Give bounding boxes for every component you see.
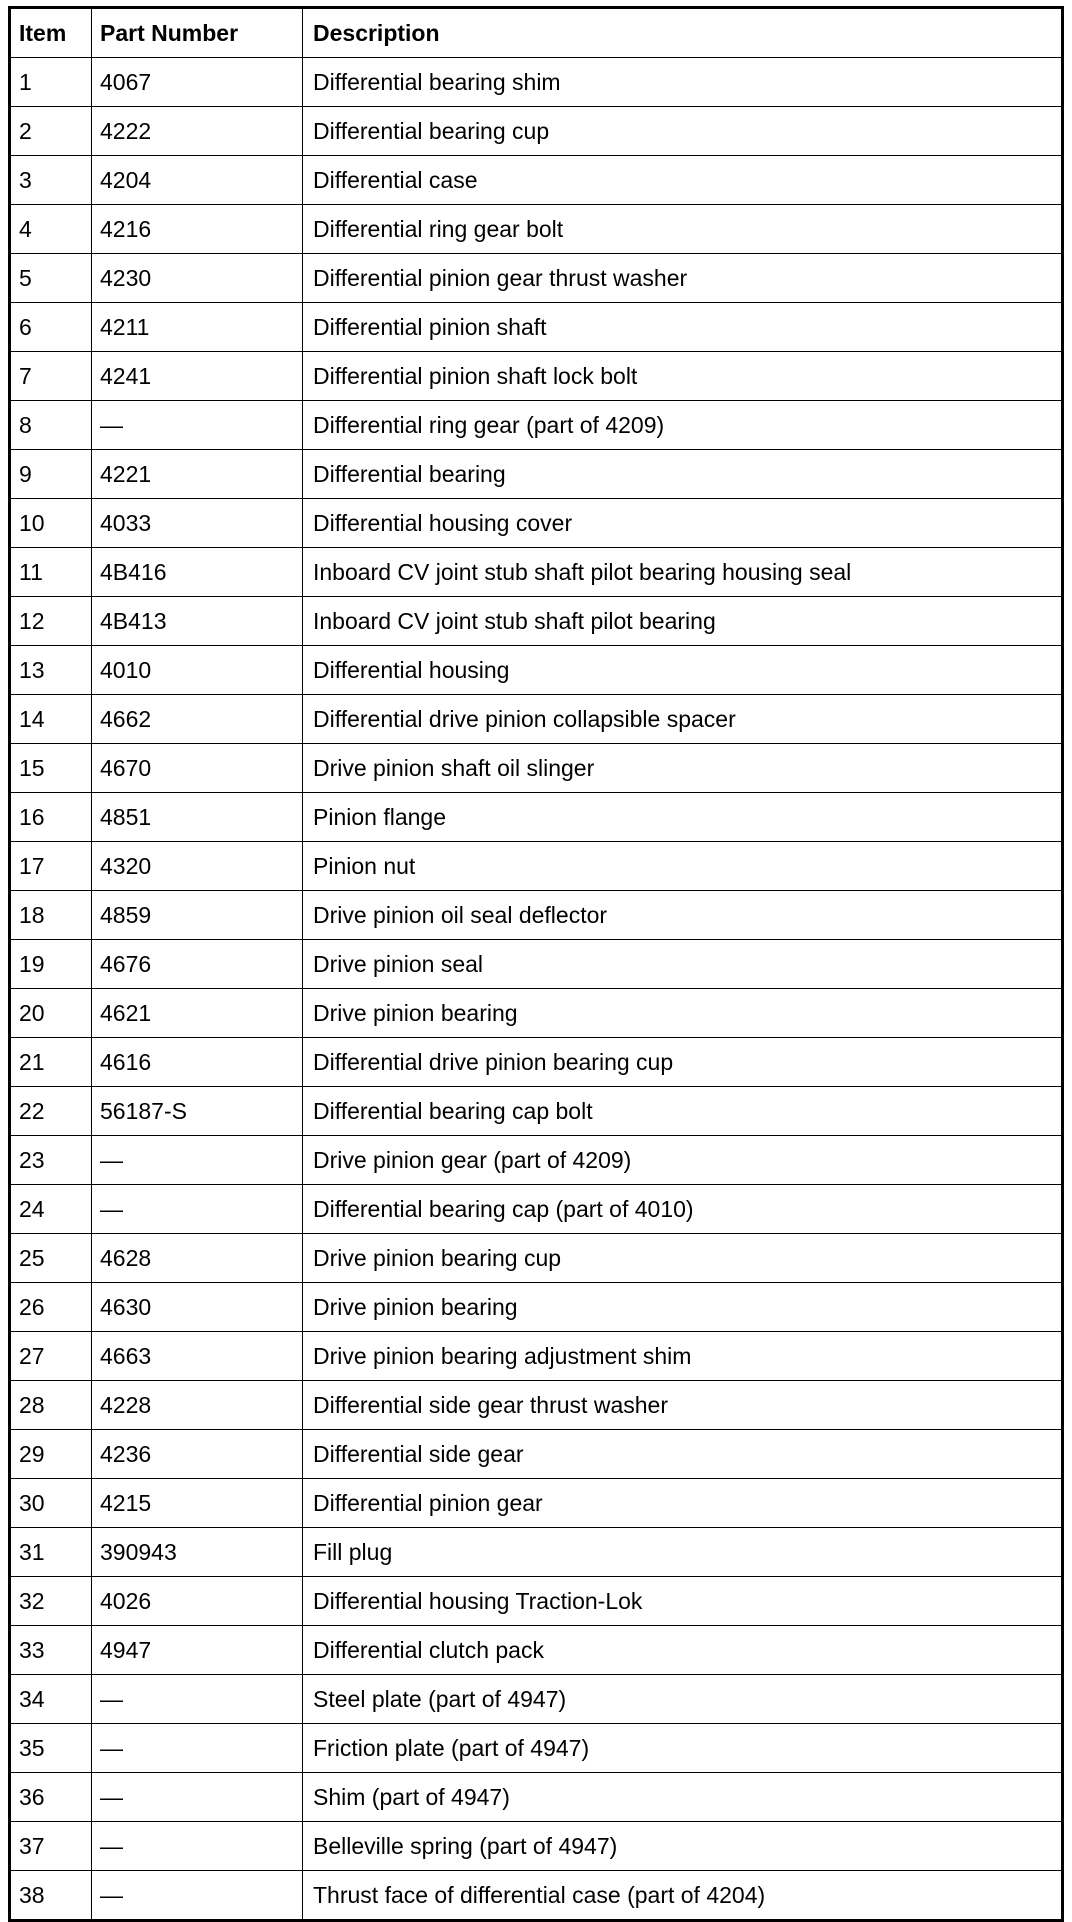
table-row bbox=[10, 793, 1063, 842]
cell-part-number: 4221 bbox=[92, 450, 303, 499]
cell-description: Drive pinion bearing bbox=[303, 989, 1063, 1038]
cell-description: Steel plate (part of 4947) bbox=[303, 1675, 1063, 1724]
table-row bbox=[10, 1087, 1063, 1136]
cell-description: Drive pinion bearing bbox=[303, 1283, 1063, 1332]
cell-description: Differential side gear bbox=[303, 1430, 1063, 1479]
cell-description: Inboard CV joint stub shaft pilot bearing bbox=[303, 597, 1063, 646]
cell-description: Drive pinion shaft oil slinger bbox=[303, 744, 1063, 793]
cell-description: Differential drive pinion collapsible spacer bbox=[303, 695, 1063, 744]
cell-description: Differential drive pinion bearing cup bbox=[303, 1038, 1063, 1087]
cell-description: Differential housing bbox=[303, 646, 1063, 695]
cell-description: Differential bearing cap (part of 4010) bbox=[303, 1185, 1063, 1234]
cell-part-number: 4670 bbox=[92, 744, 303, 793]
cell-description: Differential bearing cap bolt bbox=[303, 1087, 1063, 1136]
cell-part-number: — bbox=[92, 1675, 303, 1724]
cell-description: Drive pinion gear (part of 4209) bbox=[303, 1136, 1063, 1185]
parts-table bbox=[8, 6, 1064, 1922]
table-row bbox=[10, 646, 1063, 695]
cell-description: Differential bearing bbox=[303, 450, 1063, 499]
cell-part-number: 4662 bbox=[92, 695, 303, 744]
cell-description: Differential housing cover bbox=[303, 499, 1063, 548]
cell-item: 18 bbox=[10, 891, 92, 940]
table-row bbox=[10, 450, 1063, 499]
cell-item: 14 bbox=[10, 695, 92, 744]
cell-part-number: 4216 bbox=[92, 205, 303, 254]
cell-part-number: — bbox=[92, 1871, 303, 1921]
table-row bbox=[10, 1038, 1063, 1087]
table-row bbox=[10, 107, 1063, 156]
table-row bbox=[10, 58, 1063, 107]
cell-description: Differential bearing shim bbox=[303, 58, 1063, 107]
table-row bbox=[10, 1675, 1063, 1724]
cell-item: 37 bbox=[10, 1822, 92, 1871]
cell-part-number: 4621 bbox=[92, 989, 303, 1038]
cell-part-number: 4222 bbox=[92, 107, 303, 156]
table-row bbox=[10, 891, 1063, 940]
cell-description: Shim (part of 4947) bbox=[303, 1773, 1063, 1822]
table-row bbox=[10, 1430, 1063, 1479]
cell-part-number: 4215 bbox=[92, 1479, 303, 1528]
table-row bbox=[10, 205, 1063, 254]
cell-item: 11 bbox=[10, 548, 92, 597]
cell-part-number: 4630 bbox=[92, 1283, 303, 1332]
cell-part-number: 390943 bbox=[92, 1528, 303, 1577]
cell-description: Drive pinion seal bbox=[303, 940, 1063, 989]
cell-part-number: 4859 bbox=[92, 891, 303, 940]
cell-part-number: 4010 bbox=[92, 646, 303, 695]
table-row bbox=[10, 1724, 1063, 1773]
cell-part-number: 4236 bbox=[92, 1430, 303, 1479]
table-row bbox=[10, 303, 1063, 352]
table-row bbox=[10, 1626, 1063, 1675]
table-row bbox=[10, 1185, 1063, 1234]
cell-part-number: — bbox=[92, 1136, 303, 1185]
table-row bbox=[10, 1773, 1063, 1822]
cell-item: 7 bbox=[10, 352, 92, 401]
cell-part-number: 4320 bbox=[92, 842, 303, 891]
cell-item: 35 bbox=[10, 1724, 92, 1773]
table-row bbox=[10, 1136, 1063, 1185]
cell-description: Drive pinion bearing adjustment shim bbox=[303, 1332, 1063, 1381]
cell-item: 36 bbox=[10, 1773, 92, 1822]
table-row bbox=[10, 597, 1063, 646]
cell-part-number: — bbox=[92, 401, 303, 450]
cell-item: 23 bbox=[10, 1136, 92, 1185]
table-row bbox=[10, 156, 1063, 205]
cell-item: 8 bbox=[10, 401, 92, 450]
table-body bbox=[10, 58, 1063, 1921]
table-row bbox=[10, 1283, 1063, 1332]
cell-description: Differential pinion gear thrust washer bbox=[303, 254, 1063, 303]
cell-part-number: — bbox=[92, 1773, 303, 1822]
cell-part-number: 4B416 bbox=[92, 548, 303, 597]
header-description: Description bbox=[303, 8, 1063, 58]
cell-item: 9 bbox=[10, 450, 92, 499]
table-row bbox=[10, 352, 1063, 401]
header-row bbox=[10, 8, 1063, 58]
cell-part-number: 4026 bbox=[92, 1577, 303, 1626]
cell-item: 19 bbox=[10, 940, 92, 989]
cell-part-number: 4851 bbox=[92, 793, 303, 842]
cell-description: Differential ring gear bolt bbox=[303, 205, 1063, 254]
cell-description: Pinion flange bbox=[303, 793, 1063, 842]
cell-description: Fill plug bbox=[303, 1528, 1063, 1577]
cell-item: 24 bbox=[10, 1185, 92, 1234]
table-row bbox=[10, 940, 1063, 989]
cell-item: 29 bbox=[10, 1430, 92, 1479]
cell-item: 5 bbox=[10, 254, 92, 303]
cell-description: Drive pinion bearing cup bbox=[303, 1234, 1063, 1283]
cell-part-number: 4211 bbox=[92, 303, 303, 352]
table-row bbox=[10, 1234, 1063, 1283]
cell-item: 32 bbox=[10, 1577, 92, 1626]
cell-item: 27 bbox=[10, 1332, 92, 1381]
table-row bbox=[10, 744, 1063, 793]
cell-part-number: 4228 bbox=[92, 1381, 303, 1430]
table-row bbox=[10, 1528, 1063, 1577]
cell-item: 16 bbox=[10, 793, 92, 842]
cell-description: Pinion nut bbox=[303, 842, 1063, 891]
cell-description: Thrust face of differential case (part of 4204) bbox=[303, 1871, 1063, 1921]
table-row bbox=[10, 1871, 1063, 1921]
cell-description: Differential clutch pack bbox=[303, 1626, 1063, 1675]
cell-item: 10 bbox=[10, 499, 92, 548]
cell-item: 15 bbox=[10, 744, 92, 793]
cell-description: Differential pinion gear bbox=[303, 1479, 1063, 1528]
cell-description: Differential housing Traction-Lok bbox=[303, 1577, 1063, 1626]
table-row bbox=[10, 1479, 1063, 1528]
cell-item: 1 bbox=[10, 58, 92, 107]
cell-item: 28 bbox=[10, 1381, 92, 1430]
cell-item: 2 bbox=[10, 107, 92, 156]
table-row bbox=[10, 989, 1063, 1038]
cell-part-number: — bbox=[92, 1822, 303, 1871]
table-row bbox=[10, 499, 1063, 548]
cell-part-number: — bbox=[92, 1185, 303, 1234]
cell-item: 4 bbox=[10, 205, 92, 254]
cell-item: 22 bbox=[10, 1087, 92, 1136]
cell-part-number: 4067 bbox=[92, 58, 303, 107]
cell-item: 6 bbox=[10, 303, 92, 352]
cell-description: Differential ring gear (part of 4209) bbox=[303, 401, 1063, 450]
cell-part-number: 4033 bbox=[92, 499, 303, 548]
cell-description: Drive pinion oil seal deflector bbox=[303, 891, 1063, 940]
cell-description: Differential pinion shaft lock bolt bbox=[303, 352, 1063, 401]
cell-item: 20 bbox=[10, 989, 92, 1038]
cell-item: 12 bbox=[10, 597, 92, 646]
table-row bbox=[10, 1332, 1063, 1381]
cell-item: 25 bbox=[10, 1234, 92, 1283]
table-row bbox=[10, 1381, 1063, 1430]
table-row bbox=[10, 401, 1063, 450]
cell-part-number: 56187-S bbox=[92, 1087, 303, 1136]
cell-item: 38 bbox=[10, 1871, 92, 1921]
cell-part-number: 4204 bbox=[92, 156, 303, 205]
cell-item: 13 bbox=[10, 646, 92, 695]
header-item: Item bbox=[10, 8, 92, 58]
table-row bbox=[10, 1822, 1063, 1871]
cell-part-number: 4947 bbox=[92, 1626, 303, 1675]
table-row bbox=[10, 695, 1063, 744]
cell-item: 30 bbox=[10, 1479, 92, 1528]
cell-description: Inboard CV joint stub shaft pilot bearing housing seal bbox=[303, 548, 1063, 597]
cell-item: 31 bbox=[10, 1528, 92, 1577]
header-part-number: Part Number bbox=[92, 8, 303, 58]
cell-description: Differential bearing cup bbox=[303, 107, 1063, 156]
table-row bbox=[10, 842, 1063, 891]
table-row bbox=[10, 254, 1063, 303]
cell-part-number: 4676 bbox=[92, 940, 303, 989]
table-row bbox=[10, 1577, 1063, 1626]
cell-description: Friction plate (part of 4947) bbox=[303, 1724, 1063, 1773]
cell-part-number: 4663 bbox=[92, 1332, 303, 1381]
cell-part-number: 4616 bbox=[92, 1038, 303, 1087]
cell-item: 34 bbox=[10, 1675, 92, 1724]
table-header bbox=[10, 8, 1063, 58]
cell-part-number: — bbox=[92, 1724, 303, 1773]
cell-item: 21 bbox=[10, 1038, 92, 1087]
cell-part-number: 4230 bbox=[92, 254, 303, 303]
table-row bbox=[10, 548, 1063, 597]
cell-part-number: 4241 bbox=[92, 352, 303, 401]
cell-description: Differential case bbox=[303, 156, 1063, 205]
cell-item: 3 bbox=[10, 156, 92, 205]
cell-description: Differential side gear thrust washer bbox=[303, 1381, 1063, 1430]
cell-item: 17 bbox=[10, 842, 92, 891]
cell-part-number: 4B413 bbox=[92, 597, 303, 646]
cell-item: 33 bbox=[10, 1626, 92, 1675]
cell-item: 26 bbox=[10, 1283, 92, 1332]
cell-description: Differential pinion shaft bbox=[303, 303, 1063, 352]
cell-description: Belleville spring (part of 4947) bbox=[303, 1822, 1063, 1871]
cell-part-number: 4628 bbox=[92, 1234, 303, 1283]
